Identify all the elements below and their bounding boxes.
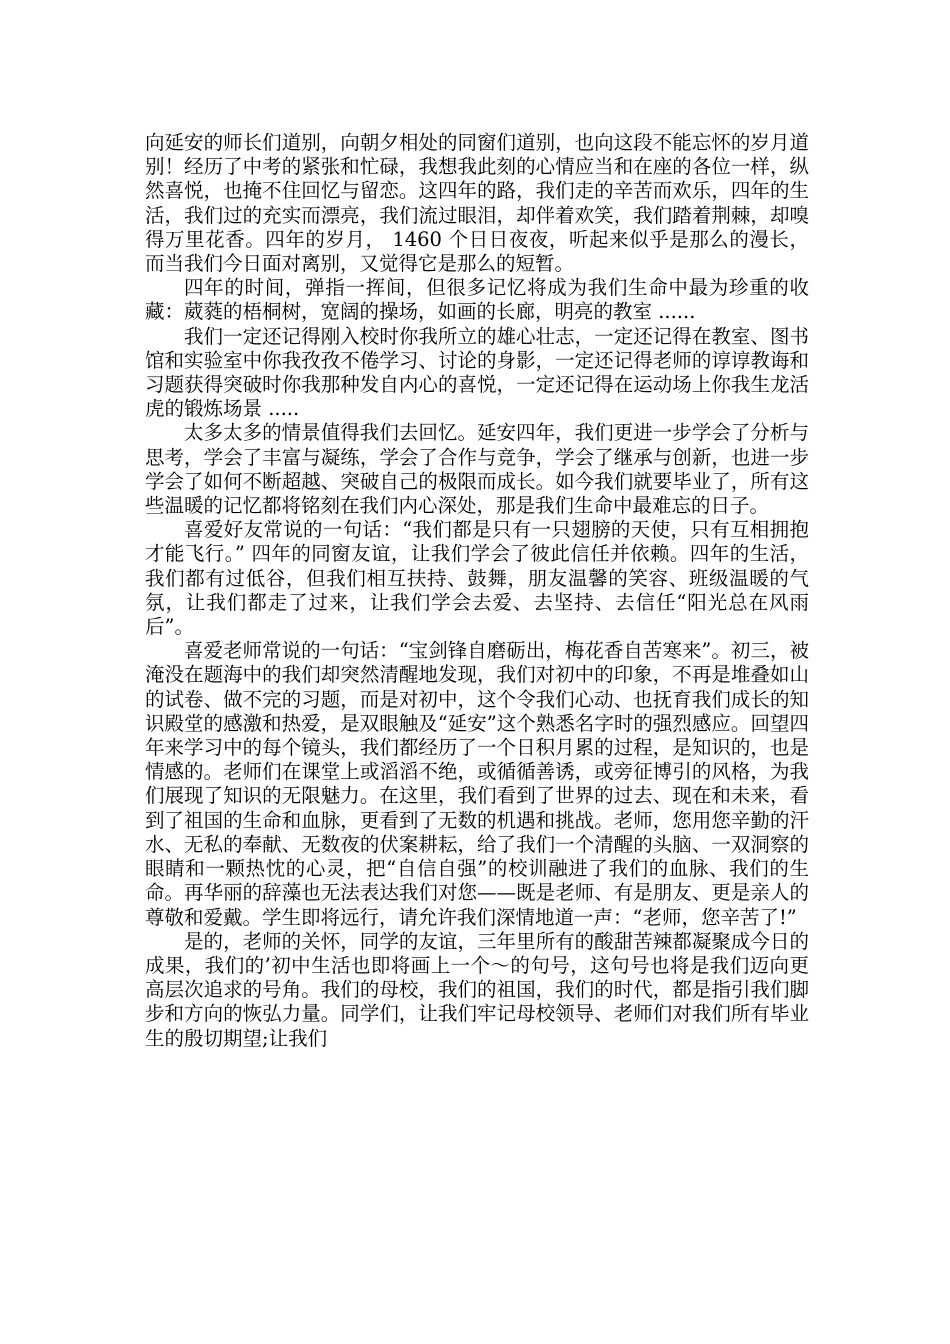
paragraph-1: 向延安的师长们道别，向朝夕相处的同窗们道别，也向这段不能忘怀的岁月道别！经历了中考的紧张和忙碌，我想我此刻的心情应当和在座的各位一样，纵然喜悦，也掩不住回忆与留恋。这四年的路，我们走的辛苦而欢乐，四年的生活，我们过的充实而漂亮，我们流过眼泪，却伴着欢笑，我们踏着荆棘，却嗅得万里花香。四年的岁月， 1460 个日日夜夜，听起来似乎是那么的漫长，而当我们今日面对离别，又觉得它是那么的短暂。: [145, 131, 809, 276]
paragraph-7: 是的，老师的关怀，同学的友谊，三年里所有的酸甜苦辣都凝聚成今日的成果，我们的’初中生活也即将画上一个～的句号，这句号也将是我们迈向更高层次追求的号角。我们的母校，我们的祖国，我们的时代，都是指引我们脚步和方向的恢弘力量。同学们，让我们牢记母校领导、老师们对我们所有毕业生的殷切期望;让我们: [145, 929, 809, 1050]
paragraph-2: 四年的时间，弹指一挥间，但很多记忆将成为我们生命中最为珍重的收藏：葳蕤的梧桐树，宽阔的操场，如画的长廊，明亮的教室 ......: [145, 276, 809, 324]
paragraph-3: 我们一定还记得刚入校时你我所立的雄心壮志，一定还记得在教室、图书馆和实验室中你我孜孜不倦学习、讨论的身影，一定还记得老师的谆谆教诲和习题获得突破时你我那种发自内心的喜悦，一定还记得在运动场上你我生龙活虎的锻炼场景 .....: [145, 324, 809, 421]
paragraph-5: 喜爱好友常说的一句话：“我们都是只有一只翅膀的天使，只有互相拥抱才能飞行。” 四年的同窗友谊，让我们学会了彼此信任并依赖。四年的生活，我们都有过低谷，但我们相互扶持、鼓舞，朋友温馨的笑容、班级温暖的气氛，让我们都走了过来，让我们学会去爱、去坚持、去信任“阳光总在风雨后”。: [145, 518, 809, 639]
paragraph-4: 太多太多的情景值得我们去回忆。延安四年，我们更进一步学会了分析与思考，学会了丰富与凝练，学会了合作与竞争，学会了继承与创新，也进一步学会了如何不断超越、突破自己的极限而成长。如今我们就要毕业了，所有这些温暖的记忆都将铭刻在我们内心深处，那是我们生命中最难忘的日子。: [145, 421, 809, 518]
document-body: [145, 131, 809, 1051]
paragraph-6: 喜爱老师常说的一句话：“宝剑锋自磨砺出，梅花香自苦寒来”。初三，被淹没在题海中的我们却突然清醒地发现，我们对初中的印象，不再是堆叠如山的试卷、做不完的习题，而是对初中，这个令我们心动、也抚育我们成长的知识殿堂的感激和热爱，是双眼触及“延安”这个熟悉名字时的强烈感应。回望四年来学习中的每个镜头，我们都经历了一个日积月累的过程，是知识的，也是情感的。老师们在课堂上或滔滔不绝，或循循善诱，或旁征博引的风格，为我们展现了知识的无限魅力。在这里，我们看到了世界的过去、现在和未来，看到了祖国的生命和血脉，更看到了无数的机遇和挑战。老师，您用您辛勤的汗水、无私的奉献、无数夜的伏案耕耘，给了我们一个清醒的头脑、一双洞察的眼睛和一颗热忱的心灵，把“自信自强”的校训融进了我们的血脉、我们的生命。再华丽的辞藻也无法表达我们对您——既是老师、有是朋友、更是亲人的尊敬和爱戴。学生即将远行，请允许我们深情地道一声：“老师，您辛苦了!”: [145, 639, 809, 929]
